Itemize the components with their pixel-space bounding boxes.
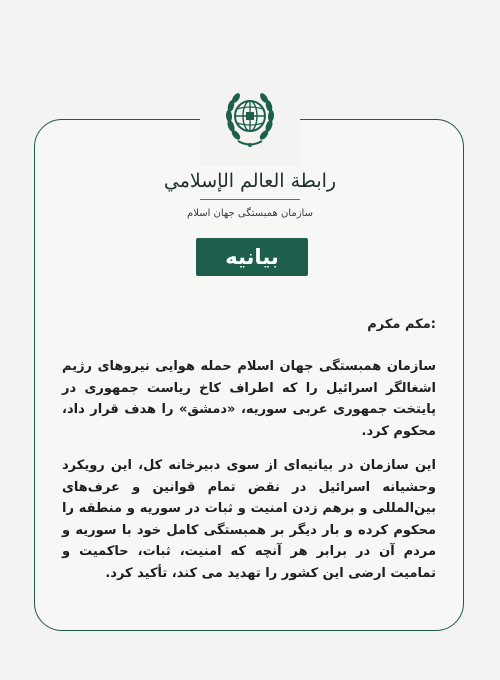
organization-name-arabic: رابطة العالم الإسلامي: [163, 170, 337, 192]
emblem-container: [200, 82, 300, 166]
paragraph-1: سازمان همبستگی جهان اسلام حمله هوایی نیروهای رژیم اشغالگر اسرائیل را که اطراف کاخ ریاست جمهوری در پایتخت جمهوری عربی سوریه، «دمشق» را هدف قرار داد، محکوم کرد.: [62, 359, 436, 439]
globe-wreath-emblem-icon: [222, 86, 278, 162]
statement-title-banner: [196, 238, 308, 276]
salutation: :مکم مکرم: [367, 317, 436, 332]
organization-name-persian: سازمان همبستگی جهان اسلام: [187, 208, 313, 219]
paragraph-2: این سازمان در بیانیه‌ای از سوی دبیرخانه کل، این رویکرد وحشیانه اسرائیل در نقض تمام قوانین و عرف‌های بین‌المللی و برهم زدن امنیت و ثبات در سوریه و منطقه را محکوم کرده و بار دیگر بر همبستگی کامل خود با سوریه و مردم آن در برابر هر آنچه که امنیت، ثبات، حاکمیت و تمامیت ارضی این کشور را تهدید می کند، تأکید کرد.: [62, 458, 436, 581]
logo-divider: [200, 199, 300, 200]
statement-title: بیانیه: [225, 245, 279, 269]
